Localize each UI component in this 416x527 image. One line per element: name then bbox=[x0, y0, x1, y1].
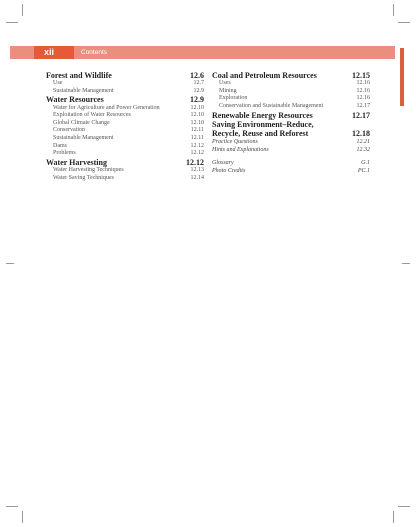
toc-entry-page: 12.12 bbox=[186, 157, 204, 167]
toc-entry-label: Coal and Petroleum Resources bbox=[212, 71, 317, 80]
toc-entry-label: Use bbox=[53, 80, 63, 87]
toc-backmatter-entry[interactable] bbox=[212, 138, 370, 146]
toc-entry-page: 12.10 bbox=[190, 112, 204, 119]
toc-entry-page: 12.6 bbox=[190, 71, 204, 80]
toc-entry-page: 12.15 bbox=[352, 71, 370, 80]
toc-subsection-entry[interactable] bbox=[46, 167, 204, 175]
toc-section-entry[interactable] bbox=[46, 71, 204, 80]
toc-subsection-entry[interactable] bbox=[212, 103, 370, 111]
toc-entry-page: 12.32 bbox=[356, 147, 370, 154]
toc-entry-label: Water Resources bbox=[46, 95, 104, 105]
toc-entry-page: 12.21 bbox=[356, 139, 370, 146]
toc-entry-page: 12.9 bbox=[193, 87, 204, 94]
toc-subsection-entry[interactable] bbox=[46, 175, 204, 183]
toc-entry-label: Renewable Energy Resources bbox=[212, 110, 313, 120]
toc-entry-label: Recycle, Reuse and Reforest bbox=[212, 128, 309, 138]
toc-subsection-entry[interactable] bbox=[46, 80, 204, 88]
toc-entry-label: Photo Credits bbox=[212, 168, 246, 175]
toc-entry-page: 12.14 bbox=[190, 174, 204, 181]
toc-subsection-entry[interactable] bbox=[212, 95, 370, 103]
crop-mark bbox=[393, 4, 394, 16]
crop-mark bbox=[6, 263, 14, 264]
toc-subsection-entry[interactable] bbox=[46, 120, 204, 128]
toc-entry-page: 12.10 bbox=[190, 119, 204, 126]
toc-entry-label: Global Climate Change bbox=[53, 119, 110, 126]
toc-entry-label: Water Saving Techniques bbox=[53, 174, 114, 181]
toc-entry-label: Sustainable Management bbox=[53, 134, 114, 141]
toc-entry-page: 12.18 bbox=[352, 128, 370, 138]
toc-subsection-entry[interactable] bbox=[46, 88, 204, 96]
toc-entry-label: Uses bbox=[219, 80, 231, 87]
toc-backmatter-entry[interactable] bbox=[212, 159, 370, 167]
toc-subsection-entry[interactable] bbox=[46, 135, 204, 143]
toc-entry-label: Conservation bbox=[53, 127, 85, 134]
toc-section-entry[interactable] bbox=[212, 71, 370, 80]
toc-entry-label: Water Harvesting bbox=[46, 157, 107, 167]
toc-subsection-entry[interactable] bbox=[46, 143, 204, 151]
toc-entry-page: 12.9 bbox=[190, 95, 204, 105]
side-tab bbox=[400, 48, 404, 106]
toc-section-entry[interactable] bbox=[212, 129, 370, 138]
crop-mark bbox=[398, 22, 410, 23]
toc-entry-page: 12.16 bbox=[356, 80, 370, 87]
toc-section-entry[interactable] bbox=[212, 120, 370, 129]
crop-mark bbox=[6, 22, 18, 23]
toc-entry-label: Saving Environment–Reduce, bbox=[212, 119, 314, 129]
toc-subsection-entry[interactable] bbox=[46, 150, 204, 158]
crop-mark bbox=[398, 506, 410, 507]
toc-entry-label: Conservation and Sustainable Management bbox=[219, 102, 324, 109]
toc-subsection-entry[interactable] bbox=[46, 112, 204, 120]
toc-entry-page: 12.17 bbox=[352, 110, 370, 120]
toc-section-entry[interactable] bbox=[46, 95, 204, 104]
toc-section-entry[interactable] bbox=[212, 111, 370, 120]
toc-entry-label: Sustainable Management bbox=[53, 87, 114, 94]
toc-section-entry[interactable] bbox=[46, 158, 204, 167]
crop-mark bbox=[402, 263, 410, 264]
toc-right-column bbox=[212, 71, 370, 175]
toc-entry-label: Mining bbox=[219, 87, 237, 94]
toc-entry-page: 12.16 bbox=[356, 87, 370, 94]
crop-mark bbox=[22, 4, 23, 16]
crop-mark bbox=[6, 506, 18, 507]
toc-subsection-entry[interactable] bbox=[212, 88, 370, 96]
toc-entry-page: 12.13 bbox=[190, 166, 204, 173]
toc-entry-label: Water for Agriculture and Power Generation bbox=[53, 104, 160, 111]
toc-entry-label: Exploration bbox=[219, 95, 248, 102]
toc-entry-page: PC.1 bbox=[357, 168, 370, 175]
toc-backmatter-entry[interactable] bbox=[212, 167, 370, 175]
page-number: xii bbox=[43, 47, 54, 57]
crop-mark bbox=[22, 511, 23, 523]
toc-entry-label: Problems bbox=[53, 150, 76, 157]
toc-entry-page: 12.17 bbox=[356, 102, 370, 109]
toc-entry-page: 12.7 bbox=[193, 80, 204, 87]
toc-backmatter-entry[interactable] bbox=[212, 146, 370, 154]
toc-left-column bbox=[46, 71, 204, 182]
toc-entry-page: 12.11 bbox=[190, 134, 204, 141]
toc-entry-page: 12.16 bbox=[356, 95, 370, 102]
toc-entry-label: Exploitation of Water Resources bbox=[53, 112, 131, 119]
toc-entry-page: 12.12 bbox=[190, 142, 204, 149]
crop-mark bbox=[393, 511, 394, 523]
toc-entry-label: Glossary bbox=[212, 160, 234, 167]
toc-entry-label: Hints and Explanations bbox=[212, 147, 269, 154]
toc-entry-page: 12.11 bbox=[190, 127, 204, 134]
toc-entry-label: Practice Questions bbox=[212, 139, 258, 146]
toc-subsection-entry[interactable] bbox=[46, 127, 204, 135]
toc-subsection-entry[interactable] bbox=[212, 80, 370, 88]
toc-entry-page: 12.10 bbox=[190, 104, 204, 111]
toc-entry-label: Forest and Wildlife bbox=[46, 71, 112, 80]
header-title: Contents bbox=[81, 49, 108, 56]
toc-entry-label: Dams bbox=[53, 142, 67, 149]
toc-entry-page: 12.12 bbox=[190, 150, 204, 157]
toc-entry-page: G.1 bbox=[361, 160, 370, 167]
toc-entry-label: Water Harvesting Techniques bbox=[53, 166, 124, 173]
